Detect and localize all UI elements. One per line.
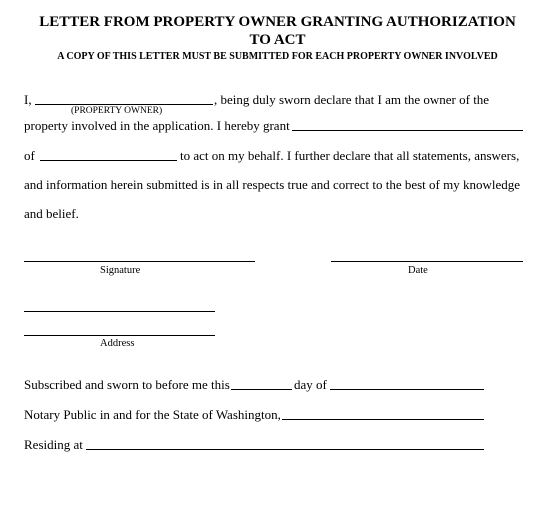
grantee-of-field[interactable]: [40, 160, 177, 161]
address-field-line2[interactable]: [24, 335, 215, 336]
line3-end: to act on my behalf. I further declare that all statements, answers,: [180, 148, 520, 163]
line1-end: , being duly sworn declare that I am the owner of the: [214, 92, 490, 107]
sworn-day-field[interactable]: [231, 389, 292, 390]
date-label: Date: [408, 265, 428, 276]
line2-text: property involved in the application. I hereby grant: [24, 118, 290, 133]
notary-field[interactable]: [282, 419, 484, 420]
residing-text: Residing at: [24, 437, 83, 452]
letter-title-line1: LETTER FROM PROPERTY OWNER GRANTING AUTHORIZATION: [39, 14, 516, 30]
signature-label: Signature: [100, 265, 141, 276]
address-label: Address: [100, 338, 135, 349]
line1-start: I,: [24, 92, 32, 107]
line3-start: of: [24, 148, 35, 163]
sworn-text-start: Subscribed and sworn to before me this: [24, 377, 230, 392]
line4-text: and information herein submitted is in all respects true and correct to the best of my knowledge: [24, 177, 521, 192]
line5-text: and belief.: [24, 206, 79, 221]
residing-field[interactable]: [86, 449, 484, 450]
signature-field[interactable]: [24, 261, 255, 262]
letter-subtitle: A COPY OF THIS LETTER MUST BE SUBMITTED FOR EACH PROPERTY OWNER INVOLVED: [57, 51, 498, 62]
letter-title-line2: TO ACT: [249, 32, 306, 48]
sworn-month-field[interactable]: [330, 389, 484, 390]
property-owner-field[interactable]: [35, 104, 213, 105]
date-field[interactable]: [331, 261, 523, 262]
property-owner-caption: (PROPERTY OWNER): [71, 106, 163, 116]
notary-text: Notary Public in and for the State of Washington,: [24, 407, 281, 422]
grantee-field[interactable]: [292, 130, 523, 131]
sworn-text-mid: day of: [294, 377, 327, 392]
address-field-line1[interactable]: [24, 311, 215, 312]
